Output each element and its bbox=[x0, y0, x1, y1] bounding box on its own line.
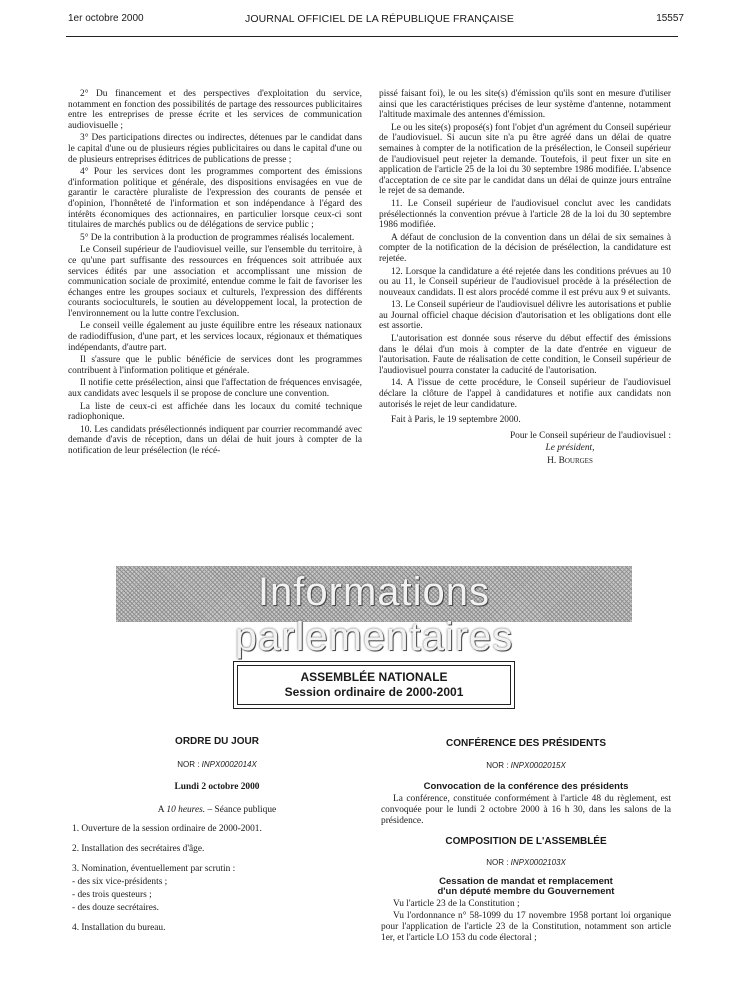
paragraph: Le conseil veille également au juste équilibre entre les réseaux nationaux de radiodiffusion, d'une part, et les services locaux, régionaux et thématiques indépendants, d'autre part. bbox=[68, 321, 362, 353]
paragraph: 5° De la contribution à la production de programmes réalisés localement. bbox=[80, 232, 355, 243]
paragraph: 14. A l'issue de cette procédure, le Conseil supérieur de l'audiovisuel déclare la clôture de l'appel à candidatures et notifie aux candidats non autorisés le rejet de leur candidature. bbox=[379, 378, 671, 410]
paragraph: La liste de ceux-ci est affichée dans les locaux du comité technique radiophonique. bbox=[68, 401, 362, 423]
composition-text-block bbox=[381, 899, 671, 944]
paragraph: 13. Le Conseil supérieur de l'audiovisuel délivre les autorisations et publie au Journal officiel chaque décision d'autorisation et les obligations dont elle est assortie. bbox=[379, 300, 671, 332]
signature-title bbox=[379, 443, 671, 454]
signature-title-text: Le président, bbox=[545, 443, 595, 454]
session-title: Session ordinaire de 2000-2001 bbox=[284, 685, 464, 699]
agenda-item: 3. Nomination, éventuellement par scrutin : bbox=[72, 864, 236, 874]
header-rule bbox=[66, 36, 678, 37]
composition-paragraph: Vu l'article 23 de la Constitution ; bbox=[393, 899, 520, 909]
assembly-title: ASSEMBLÉE NATIONALE bbox=[300, 670, 448, 684]
time-value: 10 heures. bbox=[166, 805, 206, 815]
nor-code: INPX0002014X bbox=[201, 760, 257, 769]
nor-code: INPX0002103X bbox=[510, 858, 566, 867]
paragraph: 3° Des participations directes ou indirectes, détenues par le candidat dans le capital d'une ou de plusieurs régies publicitaires ou dans le capital d'une ou de plusieurs entreprises éditrices de publications de presse ; bbox=[68, 133, 362, 165]
nor-reference bbox=[381, 760, 671, 771]
nor-label: NOR : bbox=[486, 858, 509, 867]
paragraph: Il s'assure que le public bénéficie de services dont les programmes contribuent à l'information politique et générale. bbox=[68, 355, 362, 376]
paragraph: 11. Le Conseil supérieur de l'audiovisuel conclut avec les candidats présélectionnés la convention prévue à l'article 28 de la loi du 30 septembre 1986 modifiée. bbox=[379, 198, 671, 231]
assembly-box bbox=[233, 661, 515, 709]
paragraph: Fait à Paris, le 19 septembre 2000. bbox=[391, 415, 521, 426]
nor-reference bbox=[381, 857, 671, 868]
composition-subheading: Cessation de mandat et remplacement bbox=[439, 876, 613, 887]
session-date: Lundi 2 octobre 2000 bbox=[174, 782, 260, 792]
agenda-item: 4. Installation du bureau. bbox=[72, 923, 166, 933]
conference-text: La conférence, constituée conformément à l'article 48 du règlement, est convoquée pour le lundi 2 octobre 2000 à 16 h 30, dans les salons de la présidence. bbox=[381, 794, 671, 826]
agenda-item: - des douze secrétaires. bbox=[72, 903, 159, 913]
paragraph: Le Conseil supérieur de l'audiovisuel veille, sur l'ensemble du territoire, à ce qu'une part suffisante des ressources en fréquences soit attribuée aux services édités par une association et accomplissant une mission de communication sociale de proximité, entendue comme le fait de favoriser les échanges entre les groupes sociaux et culturels, l'expression des différents courants socioculturels, le soutien au développement local, la protection de l'environnement ou la lutte contre l'exclusion. bbox=[68, 245, 362, 319]
paragraph: 10. Les candidats présélectionnés indiquent par courrier recommandé avec demande d'avis de réception, dans un délai de huit jours à compter de la notification de leur présélection (le récé- bbox=[68, 424, 362, 456]
agenda-item: 2. Installation des secrétaires d'âge. bbox=[72, 844, 205, 854]
agenda-item: 1. Ouverture de la session ordinaire de 2000-2001. bbox=[72, 824, 262, 834]
agenda-list bbox=[72, 824, 362, 934]
paragraph: 12. Lorsque la candidature a été rejetée dans les conditions prévues au 10 ou au 11, le Conseil supérieur de l'audiovisuel procède à la présélection de nouveaux candidats. Il est alors procédé comme il est prévu aux 9 et suivants. bbox=[379, 266, 671, 298]
paragraph: 2° Du financement et des perspectives d'exploitation du service, notamment en fonction des possibilités de partage des ressources publicitaires entre les entreprises de presse écrite et les services de communication audiovisuelle ; bbox=[68, 89, 362, 131]
composition-subheading: d'un député membre du Gouvernement bbox=[437, 886, 615, 897]
paragraph: A défaut de conclusion de la convention dans un délai de six semaines à compter de la notification de la décision de présélection, la candidature est rejetée. bbox=[379, 232, 671, 264]
ordre-du-jour-section bbox=[72, 736, 362, 934]
paragraph: 4° Pour les services dont les programmes comportent des émissions d'information politique et générale, des dispositions envisagées en vue de garantir le caractère pluraliste de l'expression des courants de pensée et d'opinion, l'honnêteté de l'information et son indépendance à l'égard des intérêts économiques des actionnaires, en particulier lorsque ceux-ci sont titulaires de marchés publics ou de délégations de service public ; bbox=[68, 167, 362, 231]
signature-name: H. Bourges bbox=[547, 456, 593, 466]
left-column bbox=[68, 89, 362, 459]
ordre-du-jour-heading: ORDRE DU JOUR bbox=[175, 736, 259, 747]
header-date: 1er octobre 2000 bbox=[68, 13, 144, 24]
session-time bbox=[72, 805, 362, 816]
nor-label: NOR : bbox=[177, 760, 200, 769]
banner-title: Informations parlementaires bbox=[234, 570, 514, 659]
section-banner bbox=[116, 566, 632, 659]
composition-paragraph: Vu l'ordonnance n° 58-1099 du 17 novembre 1958 portant loi organique pour l'application de l'article 23 de la Constitution, notamment son article 1er, et l'article LO 153 du code électoral ; bbox=[381, 911, 671, 943]
agenda-item: - des six vice-présidents ; bbox=[72, 877, 168, 887]
header-title: JOURNAL OFFICIEL DE LA RÉPUBLIQUE FRANÇAISE bbox=[245, 13, 514, 25]
composition-heading: COMPOSITION DE L'ASSEMBLÉE bbox=[445, 836, 607, 847]
paragraph: Il notifie cette présélection, ainsi que l'affectation de fréquences envisagée, aux candidats avec lesquels il se propose de conclure une convention. bbox=[68, 378, 362, 400]
nor-label: NOR : bbox=[486, 761, 509, 770]
conference-section bbox=[381, 738, 671, 945]
time-prefix: A bbox=[157, 805, 165, 815]
time-suffix: – Séance publique bbox=[207, 805, 277, 815]
paragraph: pissé faisant foi), le ou les site(s) d'émission qu'ils sont en mesure d'utiliser ainsi que les caractéristiques précises de leur système d'antenne, notamment l'altitude maximale des antennes d'émission. bbox=[379, 89, 671, 121]
right-column bbox=[379, 89, 671, 469]
conference-subheading: Convocation de la conférence des présidents bbox=[423, 781, 629, 792]
conference-heading: CONFÉRENCE DES PRÉSIDENTS bbox=[445, 738, 607, 749]
header-page-number: 15557 bbox=[656, 13, 684, 24]
conference-text-block bbox=[381, 794, 671, 827]
nor-reference bbox=[72, 759, 362, 770]
nor-code: INPX0002015X bbox=[510, 761, 566, 770]
paragraph: L'autorisation est donnée sous réserve du début effectif des émissions dans le délai d'un mois à compter de la date d'entrée en vigueur de l'autorisation. Faute de réalisation de cette condition, le Conseil supérieur de l'audiovisuel pourra constater la caducité de l'autorisation. bbox=[379, 334, 671, 376]
signature-line: Pour le Conseil supérieur de l'audiovisuel : bbox=[509, 430, 671, 441]
page-header bbox=[0, 0, 748, 40]
paragraph: Le ou les site(s) proposé(s) font l'objet d'un agrément du Conseil supérieur de l'audiovisuel. Si aucun site n'a pu être agréé dans un délai de quatre semaines à compter de la notification de la présélection, le Conseil supérieur de l'audiovisuel peut rejeter la demande. Toutefois, il peut fixer un site en application de l'article 25 de la loi du 30 septembre 1986 modifiée. L'absence d'acceptation de ce site par le candidat dans un délai de quinze jours entraîne le rejet de sa demande. bbox=[379, 122, 671, 197]
agenda-item: - des trois questeurs ; bbox=[72, 890, 152, 900]
